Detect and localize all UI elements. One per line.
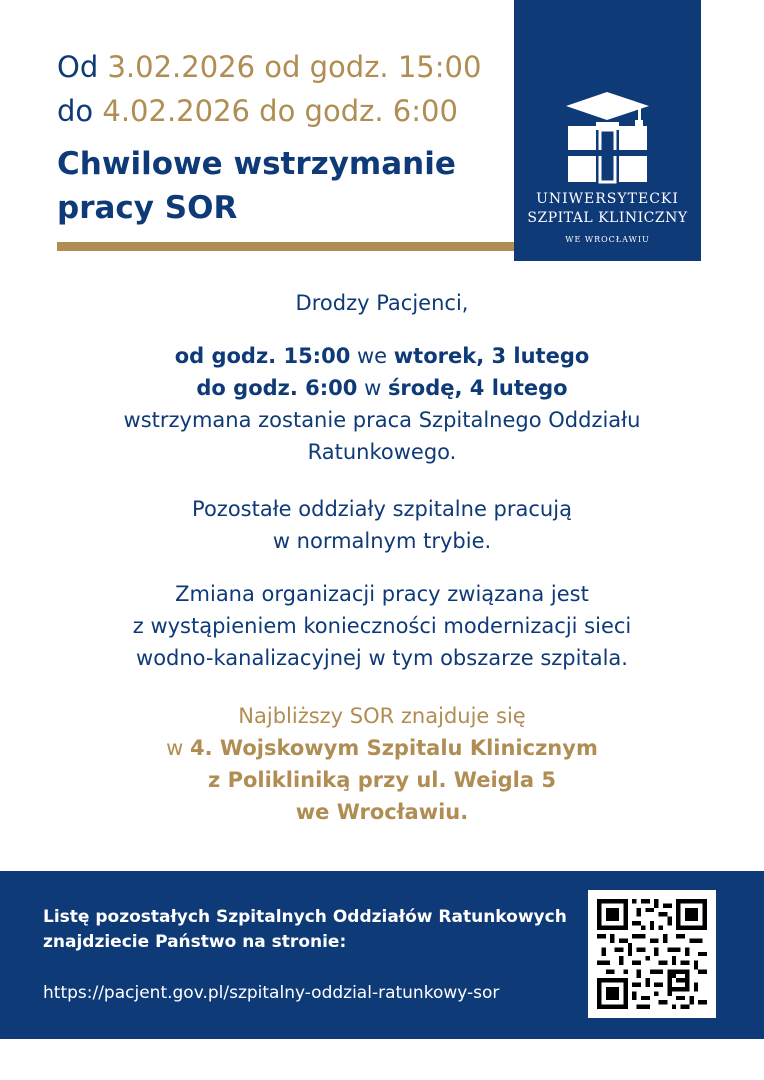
logo-text-line-2: SZPITAL KLINICZNY bbox=[527, 210, 688, 226]
closure-statement-line-1: wstrzymana zostanie praca Szpitalnego Oddziału bbox=[123, 408, 641, 432]
date-from-value: 3.02.2026 od godz. 15:00 bbox=[107, 50, 482, 84]
logo-text-line-3: WE WROCŁAWIU bbox=[565, 235, 650, 244]
reason-line-3: wodno-kanalizacyjnej w tym obszarze szpitala. bbox=[136, 646, 628, 670]
closure-to-day: środę, 4 lutego bbox=[387, 376, 568, 400]
header-dates bbox=[57, 45, 497, 133]
others-line-1: Pozostałe oddziały szpitalne pracują bbox=[192, 497, 572, 521]
nearest-line-2 bbox=[40, 732, 724, 764]
reason-line-2: z wystąpieniem konieczności modernizacji sieci bbox=[132, 614, 632, 638]
qr-code[interactable] bbox=[588, 890, 716, 1018]
date-from-line bbox=[57, 45, 497, 89]
title-line-2: pracy SOR bbox=[57, 190, 238, 226]
footer-heading-line-1: Listę pozostałych Szpitalnych Oddziałów Ratunkowych bbox=[43, 907, 567, 927]
nearest-hospital-city: we Wrocławiu. bbox=[295, 800, 469, 824]
footer-banner bbox=[0, 871, 764, 1039]
closure-to-time: do godz. 6:00 bbox=[196, 376, 358, 400]
date-to-prefix: do bbox=[57, 94, 103, 128]
other-departments-note bbox=[40, 493, 724, 557]
nearest-hospital-address: z Poliklinika̧ przy ul. Weigla 5 bbox=[208, 768, 556, 792]
nearest-sor-note bbox=[40, 700, 724, 828]
reason-note bbox=[40, 578, 724, 674]
reason-line-1: Zmiana organizacji pracy związana jest bbox=[175, 582, 589, 606]
date-to-value: 4.02.2026 do godz. 6:00 bbox=[102, 94, 458, 128]
date-to-line bbox=[57, 89, 497, 133]
nearest-hospital-name: 4. Wojskowym Szpitalu Klinicznym bbox=[190, 736, 598, 760]
sor-list-link[interactable]: https://pacjent.gov.pl/szpitalny-oddzial-ratunkowy-sor bbox=[43, 983, 500, 1003]
logo-text-line-1: UNIWERSYTECKI bbox=[536, 191, 679, 207]
graduation-cap-cross-logo-icon bbox=[566, 92, 649, 184]
footer-heading bbox=[43, 905, 573, 955]
closure-from-day: wtorek, 3 lutego bbox=[393, 344, 590, 368]
hospital-logo bbox=[514, 0, 701, 261]
qr-code-icon bbox=[597, 899, 707, 1009]
closure-to-connector: w bbox=[357, 376, 388, 400]
closure-from-time: od godz. 15:00 bbox=[174, 344, 351, 368]
title-line-1: Chwilowe wstrzymanie bbox=[57, 146, 456, 182]
closure-period bbox=[40, 340, 724, 468]
page-title bbox=[57, 142, 497, 230]
nearest-line-2-prefix: w bbox=[166, 736, 191, 760]
gold-divider bbox=[57, 242, 514, 251]
closure-from-line bbox=[40, 340, 724, 372]
others-line-2: w normalnym trybie. bbox=[272, 529, 492, 553]
closure-statement-line-2: Ratunkowego. bbox=[307, 440, 457, 464]
closure-to-line bbox=[40, 372, 724, 404]
nearest-line-1: Najbliższy SOR znajduje się bbox=[238, 704, 526, 728]
closure-from-connector: we bbox=[350, 344, 394, 368]
footer-heading-line-2: znajdziecie Państwo na stronie: bbox=[43, 932, 347, 952]
greeting: Drodzy Pacjenci, bbox=[295, 291, 469, 315]
date-from-prefix: Od bbox=[57, 50, 108, 84]
